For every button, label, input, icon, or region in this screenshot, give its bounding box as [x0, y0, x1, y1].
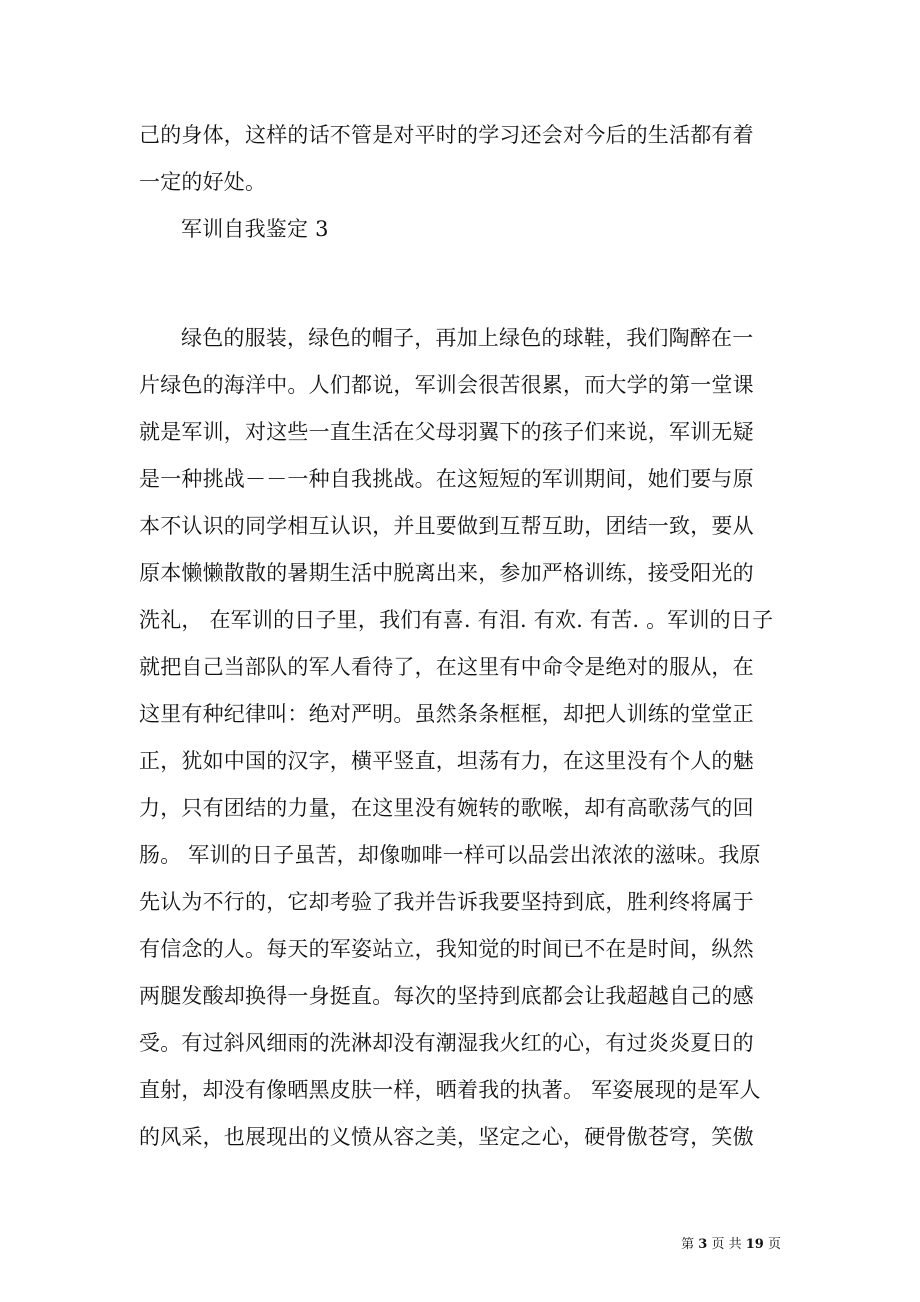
text-line: 受。有过斜风细雨的洗淋却没有潮湿我火红的心，有过炎炎夏日的 — [139, 1031, 754, 1055]
text-line: 己的身体，这样的话不管是对平时的学习还会对今后的生活都有着 — [139, 123, 754, 147]
text-line: 就是军训，对这些一直生活在父母羽翼下的孩子们来说，军训无疑 — [139, 420, 754, 444]
total-pages-number: 19 — [745, 1237, 764, 1252]
text-line: 片绿色的海洋中。人们都说，军训会很苦很累，而大学的第一堂课 — [139, 373, 754, 397]
text-line: 就把自己当部队的军人看待了，在这里有中命令是绝对的服从，在 — [139, 655, 754, 679]
text-line: 这里有种纪律叫：绝对严明。虽然条条框框，却把人训练的堂堂正 — [139, 702, 754, 726]
footer-prefix: 第 — [681, 1237, 695, 1252]
text-line: 正，犹如中国的汉字，横平竖直，坦荡有力，在这里没有个人的魅 — [139, 749, 754, 773]
text-line: 的风采，也展现出的义愤从容之美，坚定之心，硬骨傲苍穹，笑傲 — [139, 1125, 754, 1149]
text-line: 力，只有团结的力量，在这里没有婉转的歌喉，却有高歌荡气的回 — [139, 796, 754, 820]
text-line: 本不认识的同学相互认识，并且要做到互帮互助，团结一致，要从 — [139, 514, 754, 538]
text-line: 原本懒懒散散的暑期生活中脱离出来，参加严格训练，接受阳光的 — [139, 561, 754, 585]
text-line: 绿色的服装，绿色的帽子，再加上绿色的球鞋，我们陶醉在一 — [181, 326, 754, 350]
footer-middle: 页 共 — [711, 1237, 742, 1252]
text-line: 先认为不行的，它却考验了我并告诉我要坚持到底，胜利终将属于 — [139, 890, 754, 914]
page-footer — [681, 1236, 781, 1254]
footer-suffix: 页 — [767, 1237, 781, 1252]
text-line: 直射，却没有像晒黑皮肤一样，晒着我的执著。 军姿展现的是军人 — [139, 1078, 761, 1102]
current-page-number: 3 — [698, 1237, 708, 1252]
text-line: 一定的好处。 — [139, 170, 267, 194]
document-body — [139, 118, 799, 1167]
text-line: 有信念的人。每天的军姿站立，我知觉的时间已不在是时间，纵然 — [139, 937, 754, 961]
text-line: 是一种挑战－－一种自我挑战。在这短短的军训期间，她们要与原 — [139, 467, 754, 491]
section-title: 军训自我鉴定 3 — [181, 217, 329, 241]
text-line: 洗礼， 在军训的日子里，我们有喜. 有泪. 有欢. 有苦. 。军训的日子 — [139, 608, 774, 632]
blank-line — [139, 259, 799, 321]
text-line: 肠。 军训的日子虽苦，却像咖啡一样可以品尝出浓浓的滋味。我原 — [139, 843, 761, 867]
text-line: 两腿发酸却换得一身挺直。每次的坚持到底都会让我超越自己的感 — [139, 984, 754, 1008]
